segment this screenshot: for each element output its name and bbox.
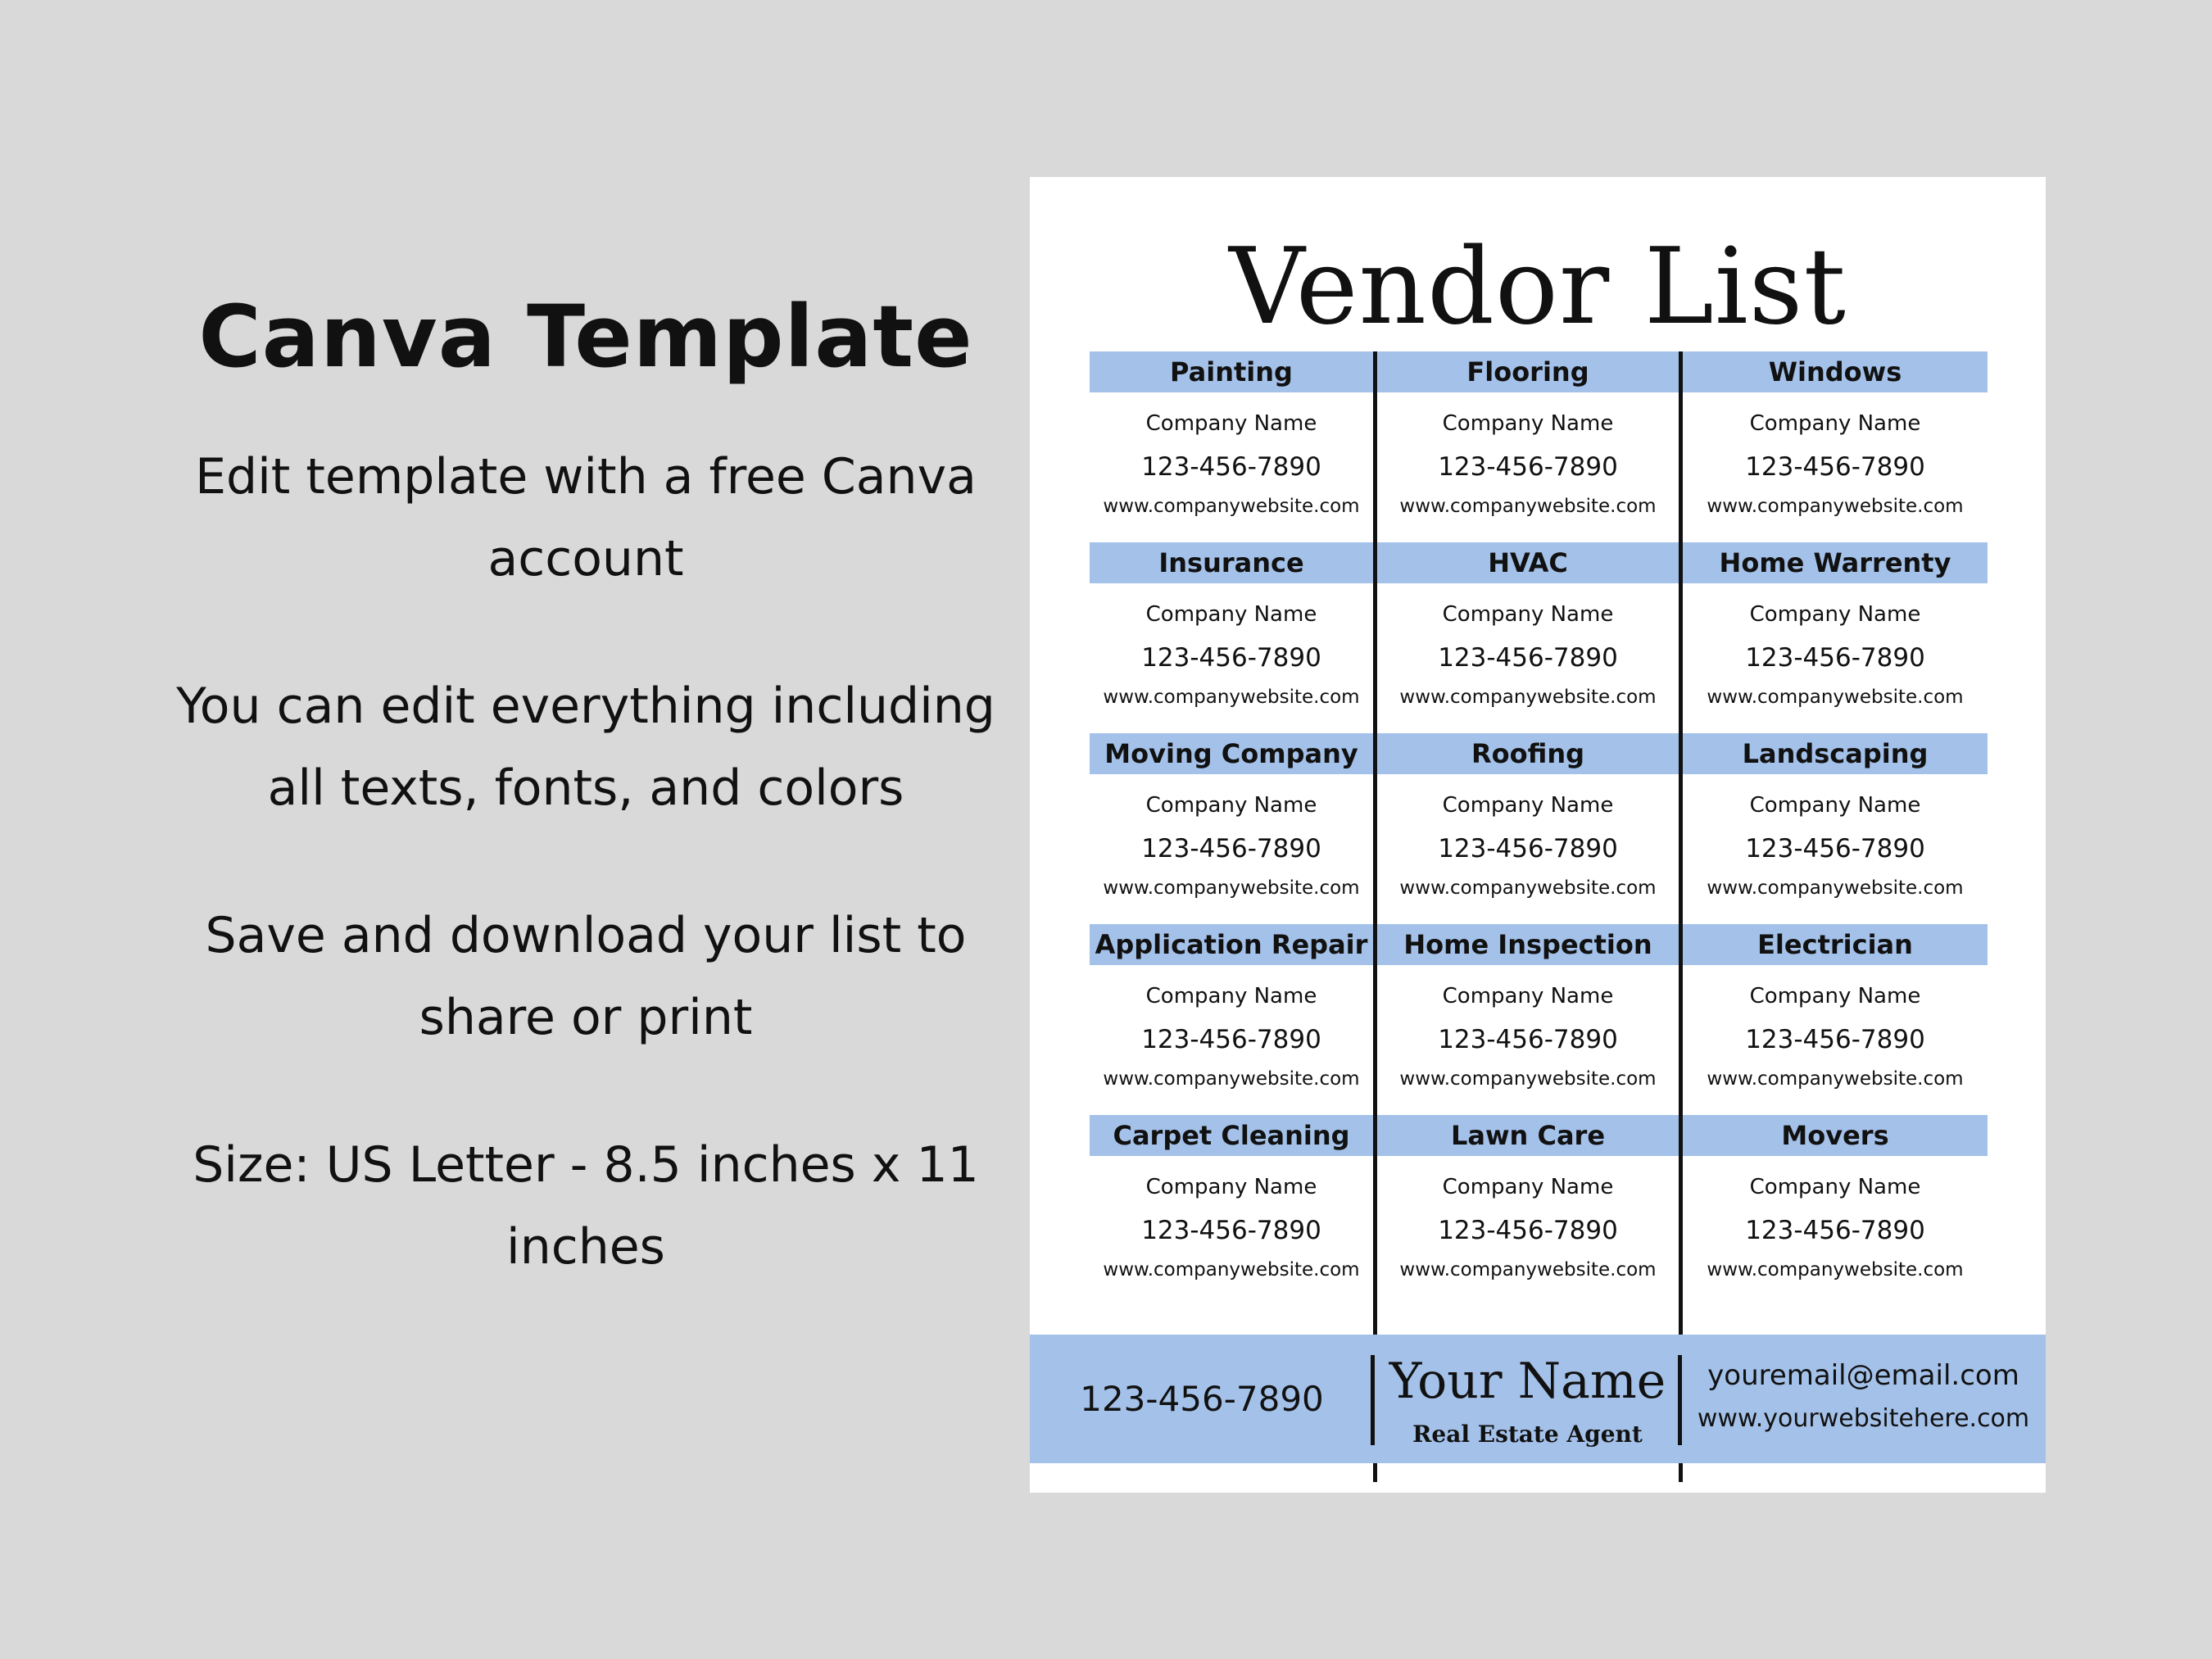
- agent-phone: 123-456-7890: [1080, 1379, 1324, 1419]
- agent-website: www.yourwebsitehere.com: [1697, 1404, 2030, 1433]
- vendor-company-name: Company Name: [1442, 1175, 1614, 1199]
- promo-paragraph-save: Save and download your list to share or print: [205, 907, 967, 1046]
- vendor-website: www.companywebsite.com: [1103, 877, 1360, 899]
- vendor-cell: [1377, 924, 1679, 1115]
- vendor-company-name: Company Name: [1442, 793, 1614, 818]
- agent-email: youremail@email.com: [1707, 1359, 2019, 1392]
- agent-footer: [1030, 1335, 2046, 1463]
- vendor-phone: 123-456-7890: [1141, 834, 1321, 863]
- vendor-phone: 123-456-7890: [1438, 1216, 1618, 1245]
- vendor-category-header: Landscaping: [1683, 733, 1988, 774]
- vendor-website: www.companywebsite.com: [1707, 496, 1964, 517]
- vendor-phone: 123-456-7890: [1745, 452, 1925, 482]
- vendor-website: www.companywebsite.com: [1103, 1068, 1360, 1090]
- vendor-cell: [1683, 351, 1988, 542]
- vendor-phone: 123-456-7890: [1141, 1216, 1321, 1245]
- vendor-phone: 123-456-7890: [1141, 1025, 1321, 1054]
- vendor-phone: 123-456-7890: [1141, 452, 1321, 482]
- vendor-company-name: Company Name: [1749, 1175, 1921, 1199]
- vendor-category-header: Home Warrenty: [1683, 542, 1988, 583]
- vendor-cell: [1683, 924, 1988, 1115]
- vendor-list-sheet: [1030, 177, 2046, 1493]
- vendor-website: www.companywebsite.com: [1707, 877, 1964, 899]
- vendor-company-name: Company Name: [1442, 984, 1614, 1009]
- vendor-cell: [1377, 542, 1679, 733]
- promo-paragraph-size: Size: US Letter - 8.5 inches x 11 inches: [193, 1136, 979, 1276]
- vendor-phone: 123-456-7890: [1438, 643, 1618, 673]
- vendor-phone: 123-456-7890: [1438, 1025, 1618, 1054]
- vendor-cell: [1090, 733, 1373, 924]
- vendor-cell: [1683, 1115, 1988, 1306]
- agent-role: Real Estate Agent: [1412, 1421, 1643, 1448]
- vendor-website: www.companywebsite.com: [1103, 687, 1360, 708]
- promo-paragraph-edit: Edit template with a free Canva account: [195, 448, 977, 587]
- vendor-website: www.companywebsite.com: [1103, 1259, 1360, 1281]
- vendor-company-name: Company Name: [1145, 602, 1317, 627]
- vendor-phone: 123-456-7890: [1745, 1216, 1925, 1245]
- promo-paragraph-customize: You can edit everything including all texts, fonts, and colors: [176, 678, 995, 817]
- vendor-cell: [1683, 542, 1988, 733]
- vendor-cell: [1090, 1115, 1373, 1306]
- vendor-row: [1090, 351, 1988, 542]
- vendor-cell: [1377, 733, 1679, 924]
- vendor-company-name: Company Name: [1145, 793, 1317, 818]
- vendor-cell: [1090, 924, 1373, 1115]
- vendor-website: www.companywebsite.com: [1399, 1259, 1657, 1281]
- vendor-website: www.companywebsite.com: [1707, 1259, 1964, 1281]
- vendor-category-header: Carpet Cleaning: [1090, 1115, 1373, 1156]
- vendor-cell: [1683, 733, 1988, 924]
- vendor-row: [1090, 733, 1988, 924]
- vendor-category-header: Electrician: [1683, 924, 1988, 965]
- vendor-cell: [1090, 351, 1373, 542]
- vendor-website: www.companywebsite.com: [1103, 496, 1360, 517]
- sheet-title: Vendor List: [1229, 226, 1847, 348]
- vendor-company-name: Company Name: [1749, 793, 1921, 818]
- vendor-row: [1090, 924, 1988, 1115]
- vendor-website: www.companywebsite.com: [1707, 1068, 1964, 1090]
- vendor-website: www.companywebsite.com: [1399, 687, 1657, 708]
- vendor-cell: [1377, 1115, 1679, 1306]
- vendor-phone: 123-456-7890: [1141, 643, 1321, 673]
- vendor-website: www.companywebsite.com: [1399, 1068, 1657, 1090]
- vendor-company-name: Company Name: [1145, 984, 1317, 1009]
- vendor-website: www.companywebsite.com: [1399, 877, 1657, 899]
- vendor-category-header: Roofing: [1377, 733, 1679, 774]
- promo-heading: Canva Template: [198, 287, 973, 387]
- vendor-category-header: Lawn Care: [1377, 1115, 1679, 1156]
- vendor-company-name: Company Name: [1749, 602, 1921, 627]
- vendor-phone: 123-456-7890: [1438, 452, 1618, 482]
- vendor-category-header: Flooring: [1377, 351, 1679, 392]
- vendor-category-header: Application Repair: [1090, 924, 1373, 965]
- vendor-company-name: Company Name: [1749, 984, 1921, 1009]
- vendor-category-header: Movers: [1683, 1115, 1988, 1156]
- vendor-category-header: Painting: [1090, 351, 1373, 392]
- vendor-phone: 123-456-7890: [1438, 834, 1618, 863]
- vendor-phone: 123-456-7890: [1745, 1025, 1925, 1054]
- vendor-category-header: Windows: [1683, 351, 1988, 392]
- vendor-row: [1090, 542, 1988, 733]
- agent-name: Your Name: [1389, 1353, 1666, 1410]
- vendor-company-name: Company Name: [1749, 411, 1921, 436]
- vendor-category-header: Moving Company: [1090, 733, 1373, 774]
- vendor-website: www.companywebsite.com: [1399, 496, 1657, 517]
- vendor-cell: [1377, 351, 1679, 542]
- promo-text-panel: [147, 287, 1024, 1353]
- vendor-phone: 123-456-7890: [1745, 834, 1925, 863]
- vendor-cell: [1090, 542, 1373, 733]
- vendor-company-name: Company Name: [1145, 411, 1317, 436]
- vendor-company-name: Company Name: [1442, 602, 1614, 627]
- vendor-row: [1090, 1115, 1988, 1306]
- vendor-category-header: HVAC: [1377, 542, 1679, 583]
- vendor-category-header: Insurance: [1090, 542, 1373, 583]
- vendor-category-header: Home Inspection: [1377, 924, 1679, 965]
- vendor-phone: 123-456-7890: [1745, 643, 1925, 673]
- vendor-grid: [1090, 351, 1988, 1306]
- vendor-company-name: Company Name: [1145, 1175, 1317, 1199]
- vendor-website: www.companywebsite.com: [1707, 687, 1964, 708]
- vendor-company-name: Company Name: [1442, 411, 1614, 436]
